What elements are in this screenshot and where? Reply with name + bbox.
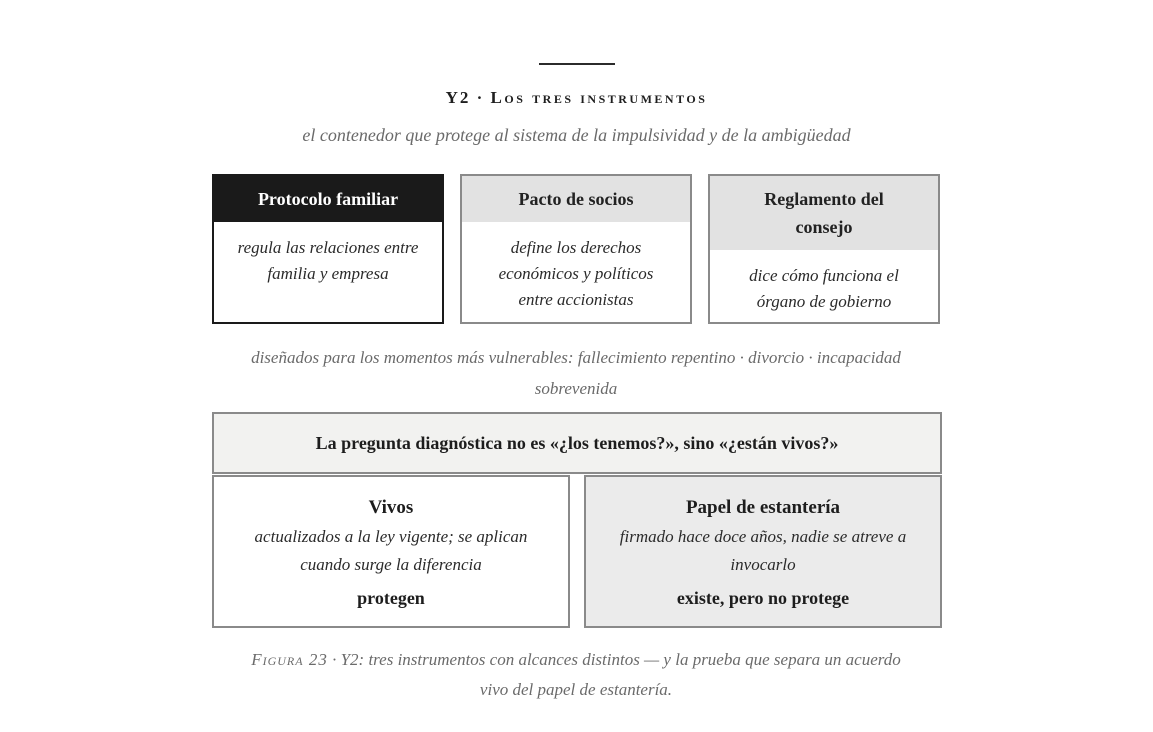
panel-verdict: protegen — [357, 588, 425, 608]
instrument-name: Pacto de socios — [462, 176, 690, 222]
panel-description: firmado hace doce años, nadie se atreve a invocarlo — [619, 527, 907, 574]
section-title — [0, 88, 1153, 108]
figure-caption — [236, 645, 916, 705]
instrument-card-protocolo — [212, 174, 444, 324]
instrument-card-reglamento — [708, 174, 940, 324]
alive-panel — [212, 475, 570, 628]
title-separator: · — [476, 88, 485, 107]
section-code: Y2 — [445, 88, 471, 107]
diagnostic-question: La pregunta diagnóstica no es «¿los tenemos?», sino «¿están vivos?» — [212, 412, 942, 474]
instrument-name: Protocolo familiar — [214, 176, 442, 222]
instrument-name: Reglamento del consejo — [710, 176, 938, 250]
panel-title: Vivos — [368, 497, 414, 518]
instrument-card-pacto — [460, 174, 692, 324]
panel-title: Papel de estantería — [685, 497, 841, 518]
instrument-description: dice cómo funciona el órgano de gobierno — [749, 266, 899, 311]
instrument-description: define los derechos económicos y políticos entre accionistas — [498, 238, 654, 309]
caption-text: · Y2: tres instrumentos con alcances distintos — y la prueba que separa un acuerdo vivo del papel de estantería. — [332, 650, 901, 699]
panel-verdict: existe, pero no protege — [676, 588, 850, 608]
panel-description: actualizados a la ley vigente; se aplican cuando surge la diferencia — [254, 527, 528, 574]
vulnerable-moments-note: diseñados para los momentos más vulnerables: fallecimiento repentino · divorcio · incapacidad sobrevenida — [251, 348, 901, 398]
section-subtitle: el contenedor que protege al sistema de la impulsividad y de la ambigüedad — [302, 125, 851, 145]
shelf-panel — [584, 475, 942, 628]
top-rule — [539, 63, 615, 65]
section-title-text: Los tres instrumentos — [490, 88, 708, 107]
figure-label: Figura 23 — [251, 650, 328, 669]
instrument-description: regula las relaciones entre familia y empresa — [237, 238, 419, 283]
